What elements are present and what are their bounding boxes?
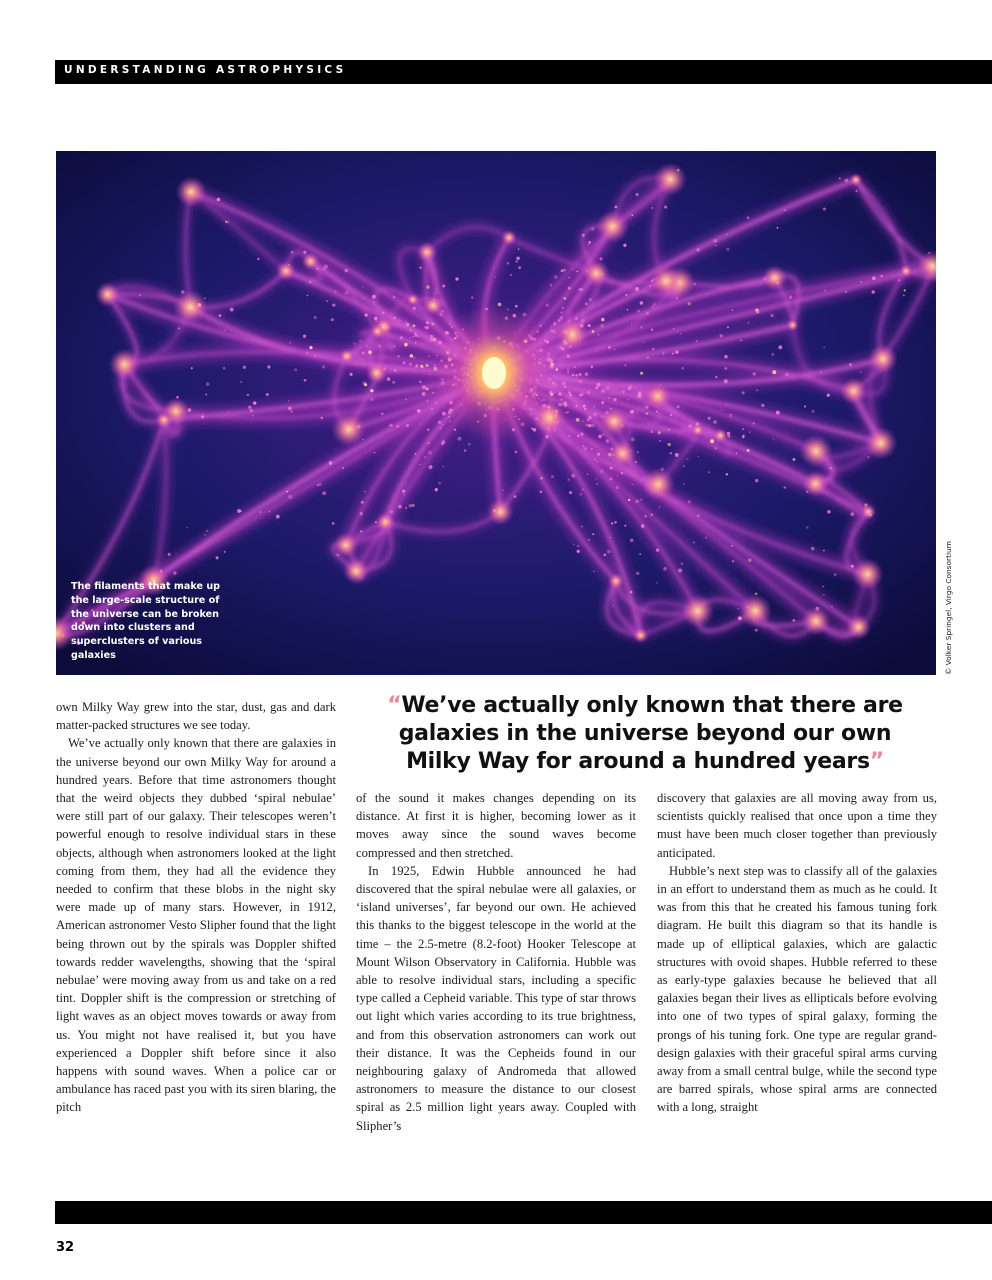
col2-paragraph-2: In 1925, Edwin Hubble announced he had discovered that the spiral nebulae were all galaxies, or ‘island universes’, far beyond our own. He achieved this thanks to the biggest telescope in the world at the time – the 2.5-metre (8.2-foot) Hooker Telescope at Mount Wilson Observatory in California. Hubble was able to resolve individual stars, including a specific type called a Cepheid variable. This type of star throws out light which varies according to its true brightness, and from this observation astronomers can work out their distance. It was the Cepheids found in our neighbouring galaxy of Andromeda that allowed astronomers to measure the distance to our closest spiral as 2.5 million light years away. Coupled with Slipher’s <box>356 863 636 1133</box>
header-bar <box>55 60 992 84</box>
col3-paragraph-1: discovery that galaxies are all moving away from us, scientists quickly realised that once upon a time they must have been much closer together than previously anticipated. <box>657 791 937 860</box>
section-label: UNDERSTANDING ASTROPHYSICS <box>64 64 347 76</box>
body-column-3 <box>657 789 937 1117</box>
pull-quote <box>380 692 910 776</box>
pull-quote-text: We’ve actually only known that there are galaxies in the universe beyond our own Milky Way for around a hundred years <box>398 693 903 774</box>
body-column-1 <box>56 698 336 1117</box>
col3-paragraph-2: Hubble’s next step was to classify all of the galaxies in an effort to understand them as much as he could. It was from this that he created his famous tuning fork diagram. He built this diagram so that its handle is made up of elliptical galaxies, which are galactic structures with ovoid shapes. Hubble referred to these as early-type galaxies because he believed that all galaxies began their lives as ellipticals before evolving into one of two types of spiral galaxy, forming the prongs of his tuning fork. One type are regular grand-design galaxies with their graceful spiral arms curving away from a small central bulge, while the second type are barred spirals, whose spiral arms are connected with a long, straight <box>657 863 937 1115</box>
close-quote-mark: ” <box>869 749 884 774</box>
footer-bar <box>55 1201 992 1224</box>
hero-image <box>56 151 936 675</box>
page-number: 32 <box>56 1240 75 1255</box>
hero-caption: The filaments that make up the large-scale structure of the universe can be broken down into clusters and superclusters of various galaxies <box>71 581 221 661</box>
col1-paragraph-2: We’ve actually only known that there are galaxies in the universe beyond our own Milky Way for around a hundred years. Before that time astronomers thought that the weird objects they dubbed ‘spiral nebulae’ were still part of our galaxy. Their telescopes weren’t powerful enough to resolve individual stars in these objects, although when astronomers looked at the light coming from them, they had all the evidence they needed to confirm that these blobs in the night sky were made up of many stars. However, in 1912, American astronomer Vesto Slipher found that the light being thrown out by the spirals was Doppler shifted towards redder wavelengths, showing that the ‘spiral nebulae’ were moving away from us and take on a red tint. Doppler shift is the compression or stretching of light waves as an object moves towards or away from us. You might not have realised it, but you have experienced a Doppler shift before since it also happens with sound waves. When a police car or ambulance has raced past you with its siren blaring, the pitch <box>56 736 336 1115</box>
body-column-2 <box>356 789 636 1135</box>
photo-credit: © Volker Springel, Virgo Consortium <box>944 541 953 675</box>
open-quote-mark: “ <box>387 693 402 718</box>
col1-paragraph-1: own Milky Way grew into the star, dust, gas and dark matter-packed structures we see today. <box>56 700 336 733</box>
col2-paragraph-1: of the sound it makes changes depending on its distance. At first it is higher, becoming lower as it moves away since the sound waves become compressed and then stretched. <box>356 791 636 860</box>
